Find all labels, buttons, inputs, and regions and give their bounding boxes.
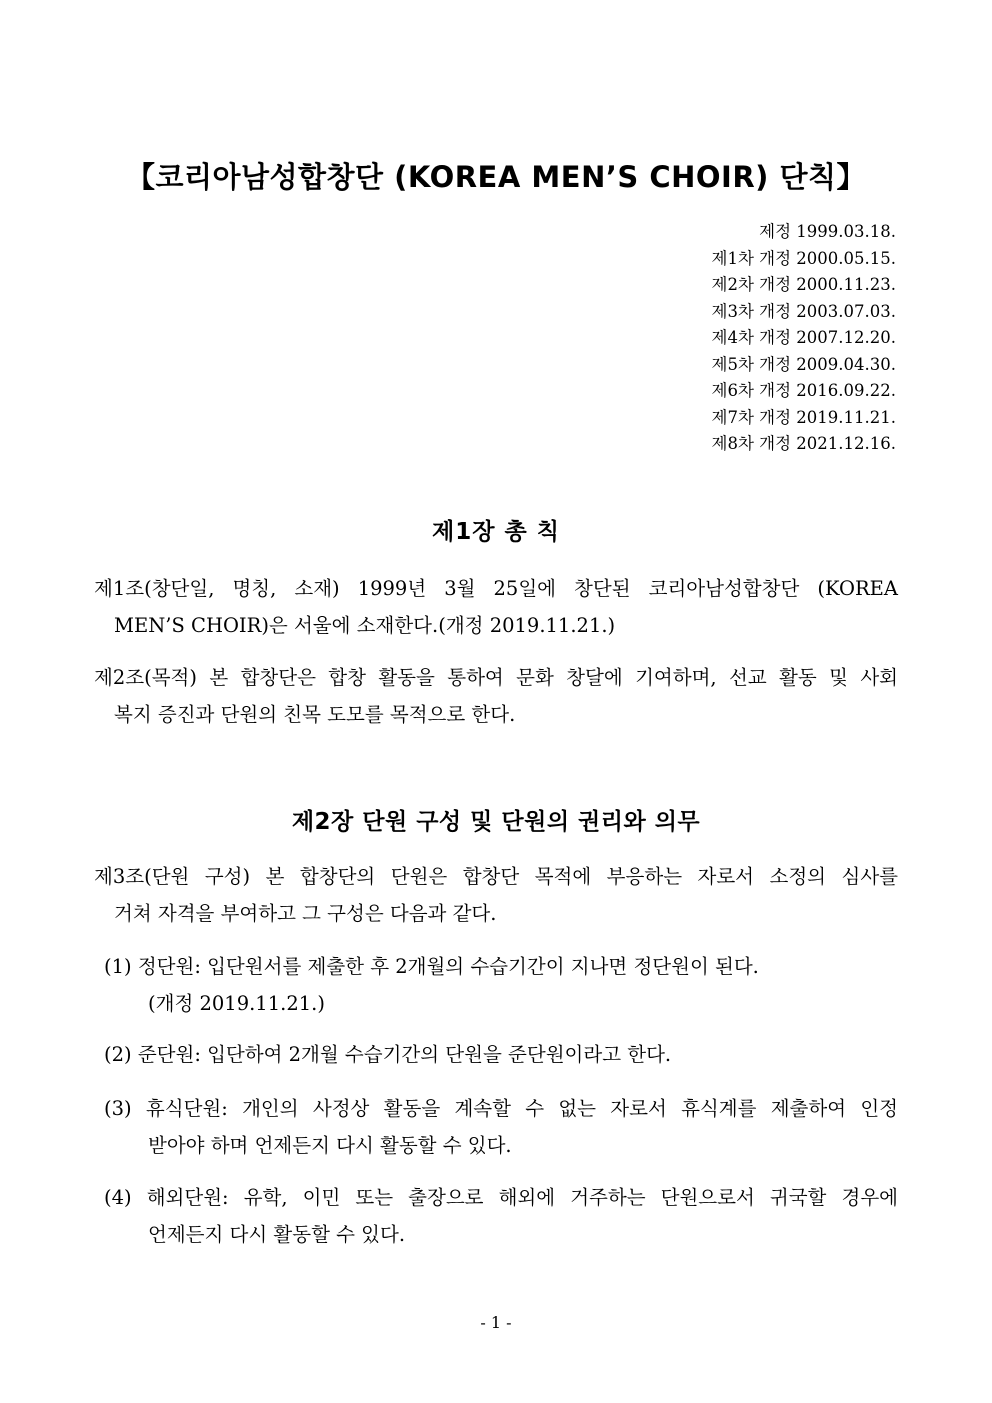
list-item-line: 받아야 하며 언제든지 다시 활동할 수 있다. bbox=[148, 1134, 512, 1157]
revision-line: 제7차 개정 2019.11.21. bbox=[711, 407, 896, 427]
list-item bbox=[104, 948, 898, 1022]
document-title: 【코리아남성합창단 (KOREA MEN’S CHOIR) 단칙】 bbox=[125, 160, 867, 194]
list-item-line: (4) 해외단원: 유학, 이민 또는 출장으로 해외에 거주하는 단원으로서 귀국할 경우에 bbox=[104, 1186, 898, 1209]
list-item bbox=[104, 1036, 898, 1073]
article-line: 제1조(창단일, 명칭, 소재) 1999년 3월 25일에 창단된 코리아남성합창단 (KOREA bbox=[94, 577, 898, 600]
article-line: 제2조(목적) 본 합창단은 합창 활동을 통하여 문화 창달에 기여하며, 선교 활동 및 사회 bbox=[94, 666, 898, 689]
revision-line: 제1차 개정 2000.05.15. bbox=[711, 248, 896, 268]
list-item bbox=[104, 1090, 898, 1164]
revision-line: 제5차 개정 2009.04.30. bbox=[711, 354, 896, 374]
article-line: 제3조(단원 구성) 본 합창단의 단원은 합창단 목적에 부응하는 자로서 소정의 심사를 bbox=[94, 865, 898, 888]
revision-line: 제2차 개정 2000.11.23. bbox=[711, 275, 896, 294]
revision-line: 제6차 개정 2016.09.22. bbox=[711, 381, 896, 400]
list-item-line: (2) 준단원: 입단하여 2개월 수습기간의 단원을 준단원이라고 한다. bbox=[104, 1043, 672, 1066]
chapter-heading: 제1장 총 칙 bbox=[432, 519, 560, 545]
list-item-line: (개정 2019.11.21.) bbox=[148, 992, 325, 1015]
article-2 bbox=[94, 659, 898, 733]
revision-line: 제8차 개정 2021.12.16. bbox=[711, 434, 896, 453]
revision-line: 제4차 개정 2007.12.20. bbox=[711, 328, 896, 347]
revision-line: 제정 1999.03.18. bbox=[759, 222, 896, 241]
revision-history bbox=[712, 219, 896, 458]
article-line: MEN’S CHOIR)은 서울에 소재한다.(개정 2019.11.21.) bbox=[114, 614, 616, 637]
list-item bbox=[104, 1179, 898, 1253]
revision-line: 제3차 개정 2003.07.03. bbox=[711, 301, 896, 321]
article-1 bbox=[94, 570, 898, 644]
list-item-line: (3) 휴식단원: 개인의 사정상 활동을 계속할 수 없는 자로서 휴식계를 제출하여 인정 bbox=[104, 1097, 898, 1120]
article-3 bbox=[94, 858, 898, 932]
article-line: 거쳐 자격을 부여하고 그 구성은 다음과 같다. bbox=[114, 902, 497, 925]
chapter-heading: 제2장 단원 구성 및 단원의 권리와 의무 bbox=[291, 809, 701, 835]
article-line: 복지 증진과 단원의 친목 도모를 목적으로 한다. bbox=[114, 703, 516, 726]
page-number: - 1 - bbox=[480, 1313, 512, 1332]
list-item-line: 언제든지 다시 활동할 수 있다. bbox=[148, 1223, 406, 1246]
list-item-line: (1) 정단원: 입단원서를 제출한 후 2개월의 수습기간이 지나면 정단원이 된다. bbox=[104, 955, 759, 978]
